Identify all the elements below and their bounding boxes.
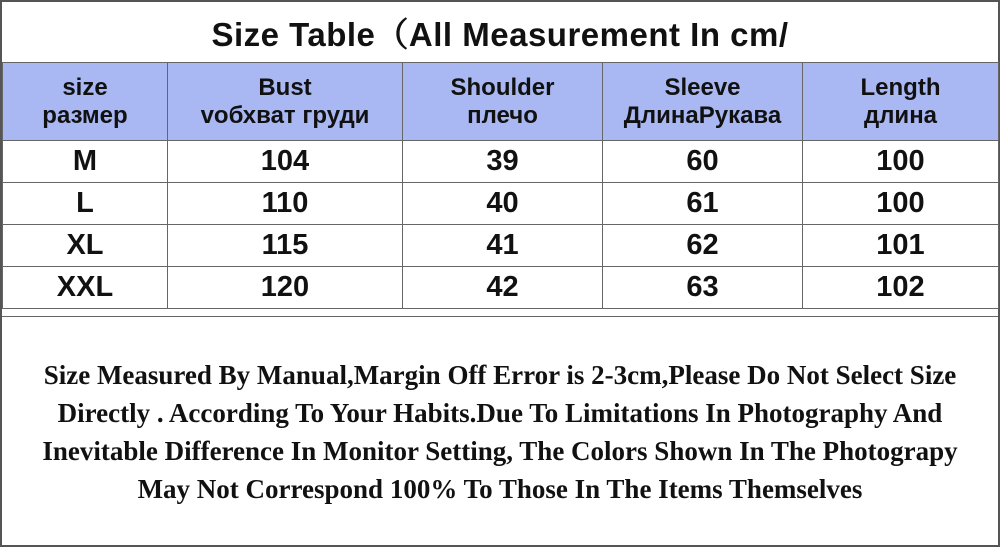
cell-bust: 120 bbox=[168, 267, 403, 309]
measurement-note bbox=[2, 316, 998, 547]
header-bust-en: Bust bbox=[258, 73, 312, 101]
header-bust-ru: vобхват груди bbox=[200, 101, 370, 129]
cell-shoulder: 39 bbox=[403, 141, 603, 183]
table-row bbox=[3, 141, 999, 183]
cell-length: 100 bbox=[803, 141, 999, 183]
cell-size: XXL bbox=[3, 267, 168, 309]
size-table bbox=[2, 62, 999, 309]
header-shoulder-ru: плечо bbox=[467, 101, 538, 129]
cell-size: L bbox=[3, 183, 168, 225]
cell-length: 100 bbox=[803, 183, 999, 225]
header-shoulder bbox=[403, 63, 603, 141]
cell-length: 102 bbox=[803, 267, 999, 309]
cell-bust: 115 bbox=[168, 225, 403, 267]
cell-size: XL bbox=[3, 225, 168, 267]
page-title: Size Table（All Measurement In cm/ bbox=[2, 2, 998, 63]
table-row bbox=[3, 225, 999, 267]
cell-shoulder: 42 bbox=[403, 267, 603, 309]
header-size-ru: размер bbox=[42, 101, 128, 129]
header-shoulder-en: Shoulder bbox=[450, 73, 555, 101]
cell-size: M bbox=[3, 141, 168, 183]
header-length bbox=[803, 63, 999, 141]
cell-length: 101 bbox=[803, 225, 999, 267]
header-size bbox=[3, 63, 168, 141]
table-row bbox=[3, 183, 999, 225]
cell-shoulder: 41 bbox=[403, 225, 603, 267]
header-sleeve-ru: ДлинаРукава bbox=[623, 101, 782, 129]
header-size-en: size bbox=[62, 73, 108, 101]
cell-sleeve: 63 bbox=[603, 267, 803, 309]
header-sleeve-en: Sleeve bbox=[664, 73, 741, 101]
header-bust bbox=[168, 63, 403, 141]
header-length-ru: длина bbox=[863, 101, 938, 129]
table-row bbox=[3, 267, 999, 309]
header-length-en: Length bbox=[860, 73, 941, 101]
cell-shoulder: 40 bbox=[403, 183, 603, 225]
cell-sleeve: 61 bbox=[603, 183, 803, 225]
header-sleeve bbox=[603, 63, 803, 141]
measurement-note-text: Size Measured By Manual,Margin Off Error is 2-3cm,Please Do Not Select Size Directly . According To Your Habits.Due To Limitations In Photography And Inevitable Difference In Monitor Setting, The Colors Shown In The Photograpy May Not Correspond 100% To Those In The Items Themselves bbox=[42, 360, 958, 504]
cell-sleeve: 62 bbox=[603, 225, 803, 267]
cell-bust: 110 bbox=[168, 183, 403, 225]
table-header-row bbox=[3, 63, 999, 141]
cell-sleeve: 60 bbox=[603, 141, 803, 183]
cell-bust: 104 bbox=[168, 141, 403, 183]
